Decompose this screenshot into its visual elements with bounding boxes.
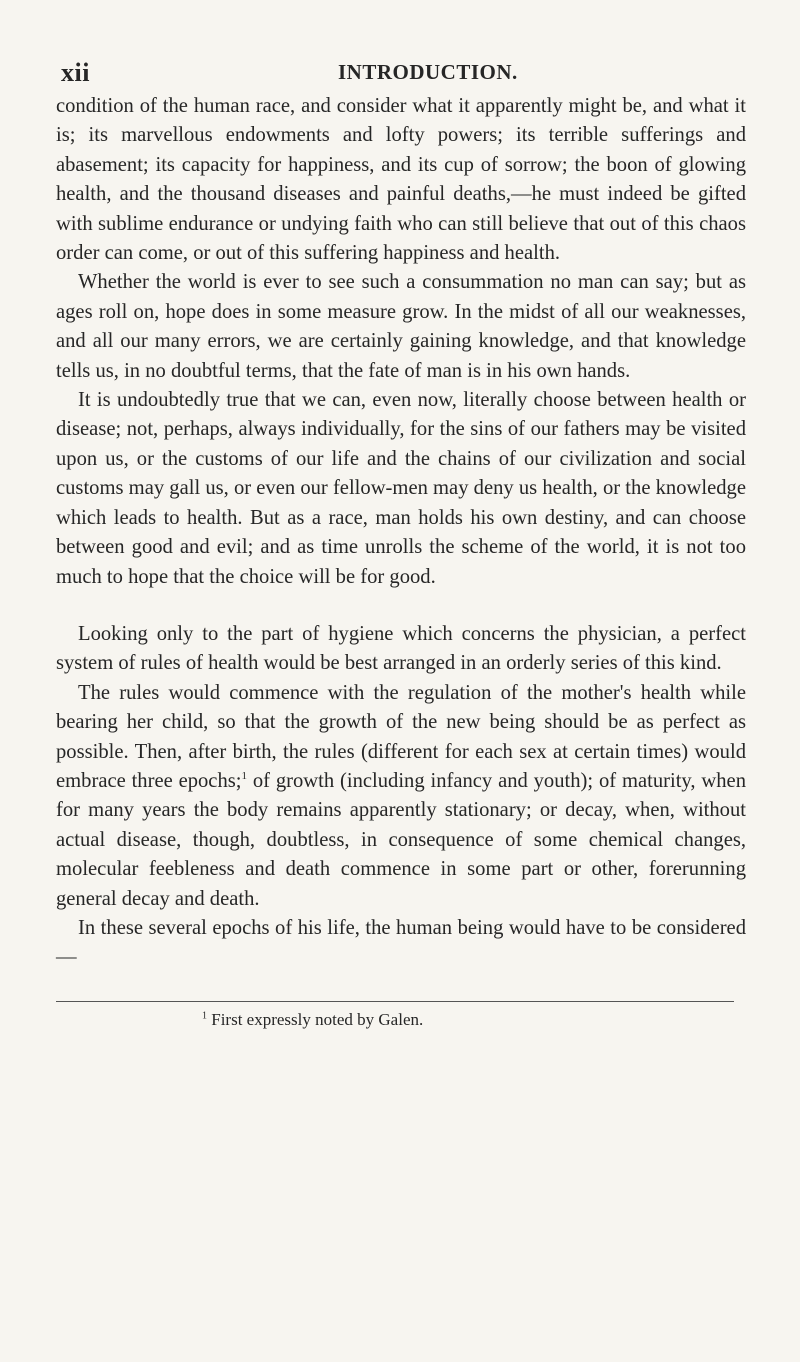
paragraph: In these several epochs of his life, the human being would have to be considered— [56, 916, 746, 969]
paragraph [56, 679, 746, 914]
body-text [56, 92, 746, 973]
running-title: INTRODUCTION. [338, 60, 518, 84]
section-gap [56, 592, 746, 620]
footnote [56, 1010, 746, 1030]
footnote-number: 1 [202, 1010, 207, 1022]
footnote-text: First expressly noted by Galen. [211, 1009, 424, 1029]
paragraph: Looking only to the part of hygiene which concerns the physician, a perfect system of rules of health would be best arranged in an orderly series of this kind. [56, 622, 746, 675]
book-page [56, 52, 746, 1030]
paragraph: Whether the world is ever to see such a consummation no man can say; but as ages roll on, hope does in some measure grow. In the midst of all our weaknesses, and all our many errors, we are certainly gaining knowledge, and that knowledge tells us, in no doubtful terms, that the fate of man is in his own hands. [56, 271, 746, 382]
running-head [56, 52, 746, 92]
paragraph: It is undoubtedly true that we can, even now, literally choose between health or disease; not, perhaps, always individually, for the sins of our fathers may be visited upon us, or the customs of our life and the chains of our civilization and social customs may gall us, or even our fellow-men may deny us health, or the knowledge which leads to health. But as a race, man holds his own destiny, and can choose between good and evil; and as time unrolls the scheme of the world, it is not too much to hope that the choice will be for good. [56, 389, 746, 588]
footnote-marker: 1 [241, 770, 247, 783]
paragraph: condition of the human race, and consider what it apparently might be, and what it is; its marvellous endowments and lofty powers; its terrible sufferings and abasement; its capacity for happiness, and its cup of sorrow; the boon of glowing health, and the thousand diseases and painful deaths,—he must indeed be gifted with sublime endurance or undying faith who can still believe that out of this chaos order can come, or out of this suffering happiness and health. [56, 95, 746, 265]
paragraph-text: The rules would commence with the regulation of the mother's health while bearing her child, so that the growth of the new being should be as perfect as possible. Then, after birth, the rules (different for each sex at certain times) would embrace three epochs; [56, 681, 746, 792]
footnote-divider [56, 1001, 734, 1002]
paragraph-text: of growth (including infancy and youth); of maturity, when for many years the body remains apparently stationary; or decay, when, without actual disease, though, doubtless, in consequence of some chemical changes, molecular feebleness and death commence in some part or other, forerunning general decay and death. [56, 769, 746, 910]
page-number: xii [61, 58, 90, 87]
